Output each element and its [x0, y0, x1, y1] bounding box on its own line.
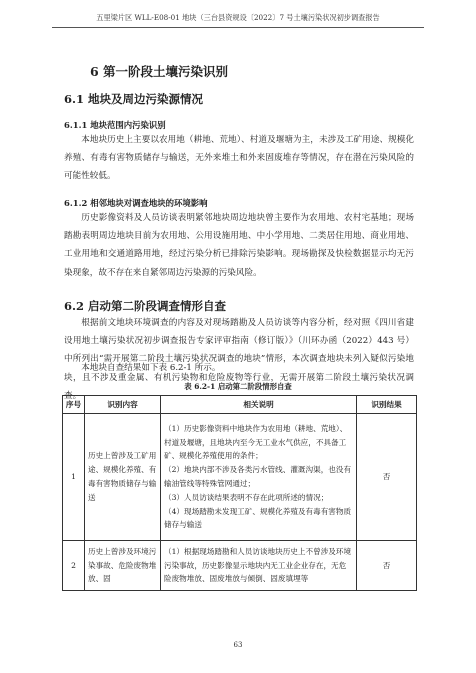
- row-result: 否: [357, 541, 417, 591]
- chapter-heading: 6 第一阶段土壤污染识别: [90, 64, 229, 79]
- table-row: [63, 414, 417, 541]
- row-content: 历史上曾涉及环境污染事故、危险废物堆放、固: [85, 541, 161, 591]
- paragraph-6-1-2: 历史影像资料及人员访谈表明紧邻地块周边地块曾主要作为农用地、农村宅基地；现场踏勘表明周边地块目前为农用地、公用设施用地、中小学用地、二类居住用地、商业用地、工业用地和交通道路用地，经过污染分析已排除污染影响。现场勘探及快检数据显示均无污染现象，故不存在来自紧邻周边污染源的污染风险。: [64, 213, 414, 278]
- subsection-heading-6-1-1: 6.1.1 地块范围内污染识别: [64, 120, 166, 130]
- row-notes: [161, 541, 357, 591]
- subsection-heading-6-1-2: 6.1.2 相邻地块对调查地块的环境影响: [64, 198, 208, 208]
- table-row: [63, 541, 417, 591]
- note-item: （1）历史影像资料中地块作为农用地（耕地、荒地）、村道及堰塘，且地块内至今无工业水气供应，不具备工矿、规模化养殖使用的条件；: [164, 423, 348, 461]
- page-number: 63: [233, 641, 243, 649]
- running-header: 五里梁片区 WLL-E08-01 地块（三台县资规设〔2022〕7 号土壤污染状况初步调查报告: [96, 13, 380, 22]
- note-item: （4）现场踏勘未发现工矿、规模化养殖及有毒有害物质储存与输送: [164, 506, 352, 530]
- row-number: 1: [63, 414, 85, 541]
- row-result: 否: [357, 414, 417, 541]
- paragraph-6-1-1: 本地块历史上主要以农用地（耕地、荒地）、村道及堰塘为主，未涉及工矿用途、规模化养殖、有毒有害物质储存与输送，无外来堆土和外来固废堆存等情况，存在潜在污染风险的可能性较低。: [64, 135, 414, 182]
- paragraph-6-2: 根据前文地块环境调查的内容及对现场踏勘及人员访谈等内容分析，经对照《四川省建设用地土壤污染状况初步调查报告专家评审指南（修订版）》（川环办函（2022）443 号）中所列出“需开展第二阶段土壤污染状况调查的地块”情形，本次调查地块未列入疑似污染地块，且不涉及重金属、有机污染物和危险废物等行业，无需开展第二阶段土壤污染状况调查。: [64, 318, 414, 401]
- note-item: （1）根据现场踏勘和人员访谈地块历史上不曾涉及环境污染事故，历史影像显示地块内无工业企业存在，无危险废物堆放、固废堆放与倾倒、固废填埋等: [164, 546, 352, 584]
- paragraph-table-intro: 本地块自查结果如下表 6.2-1 所示。: [81, 363, 221, 373]
- note-item: （2）地块内部不涉及各类污水管线、灌溉沟渠，也没有输油管线等特殊管网通过；: [164, 465, 352, 488]
- header-rule: [52, 27, 424, 28]
- column-header-notes: 相关说明: [161, 396, 357, 414]
- column-header-number: 序号: [63, 396, 85, 414]
- column-header-result: 识别结果: [357, 396, 417, 414]
- row-number: 2: [63, 541, 85, 591]
- note-item: （3）人员访谈结果表明不存在此项所述的情况；: [164, 492, 329, 502]
- table-caption: 表 6.2-1 启动第二阶段情形自查: [184, 382, 292, 391]
- self-check-table: [62, 395, 417, 591]
- row-notes: [161, 414, 357, 541]
- section-heading-6-1: 6.1 地块及周边污染源情况: [64, 92, 204, 106]
- column-header-content: 识别内容: [85, 396, 161, 414]
- table-header-row: [63, 396, 417, 414]
- row-content: 历史上曾涉及工矿用途、规模化养殖、有毒有害物质储存与输送: [85, 414, 161, 541]
- section-heading-6-2: 6.2 启动第二阶段调查情形自查: [64, 299, 227, 313]
